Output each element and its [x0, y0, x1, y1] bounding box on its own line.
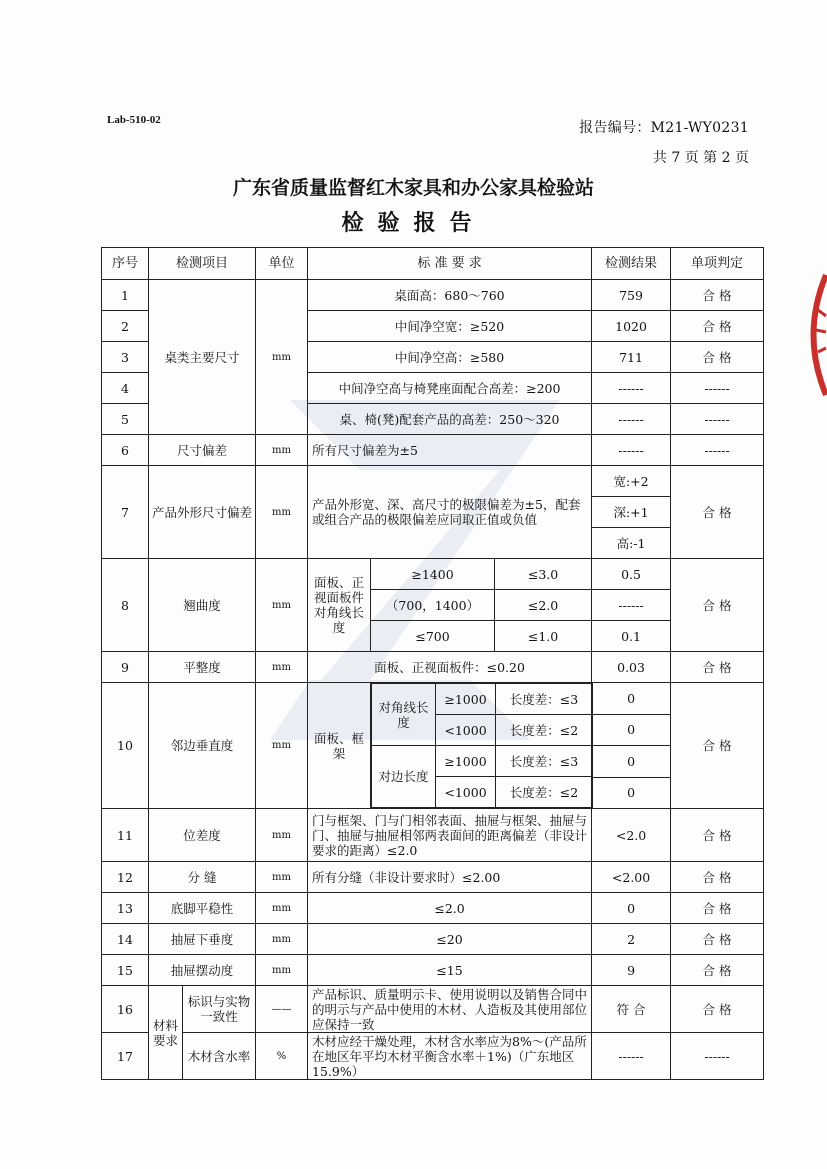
row-no: 2	[102, 311, 149, 342]
item-name: 邻边垂直度	[149, 683, 256, 809]
condition: ≥1000	[436, 746, 496, 777]
limit: 长度差：≤3	[496, 746, 593, 777]
verdict: 合 格	[671, 955, 764, 986]
result: ------	[592, 590, 671, 621]
col-item: 检测项目	[149, 248, 256, 280]
result: 深:+1	[592, 497, 671, 528]
item-name: 产品外形尺寸偏差	[149, 466, 256, 559]
verdict: 合 格	[671, 652, 764, 683]
condition: <1000	[436, 777, 496, 808]
result: 0	[592, 777, 671, 809]
limit: 长度差：≤2	[496, 777, 593, 808]
requirement: 产品标识、质量明示卡、使用说明以及销售合同中的明示与产品中使用的木材、人造板及其使用部位应保持一致	[308, 986, 592, 1033]
item-name: 尺寸偏差	[149, 435, 256, 466]
unit: mm	[256, 466, 308, 559]
result: ------	[592, 404, 671, 435]
result: 711	[592, 342, 671, 373]
result: 0.5	[592, 559, 671, 590]
result: 符 合	[592, 986, 671, 1033]
unit: mm	[256, 924, 308, 955]
table-row	[102, 893, 764, 924]
result: 0	[592, 893, 671, 924]
result: ------	[592, 435, 671, 466]
subgrid	[371, 683, 592, 809]
verdict: 合 格	[671, 342, 764, 373]
condition: ≥1400	[371, 559, 495, 590]
table-row	[102, 1033, 764, 1080]
row-no: 6	[102, 435, 149, 466]
requirement: 所有尺寸偏差为±5	[308, 435, 592, 466]
row-no: 9	[102, 652, 149, 683]
table-row	[102, 683, 764, 715]
item-name: 抽屉下垂度	[149, 924, 256, 955]
result: 0	[592, 746, 671, 778]
verdict: ------	[671, 373, 764, 404]
verdict: 合 格	[671, 311, 764, 342]
condition: （700，1400）	[371, 590, 495, 621]
inspection-table	[101, 247, 764, 1080]
result: 0	[592, 683, 671, 715]
unit: mm	[256, 955, 308, 986]
unit: ——	[256, 986, 308, 1033]
row-no: 17	[102, 1033, 149, 1080]
col-no: 序号	[102, 248, 149, 280]
page-info: 共 7 页 第 2 页	[652, 150, 749, 166]
table-row	[102, 986, 764, 1033]
requirement: 门与框架、门与门相邻表面、抽屉与框架、抽屉与门、抽屉与抽屉相邻两表面间的距离偏差（非设计要求的距离）≤2.0	[308, 809, 592, 862]
table-header	[102, 248, 764, 280]
requirement: 面板、正视面板件：≤0.20	[308, 652, 592, 683]
row-no: 7	[102, 466, 149, 559]
unit: mm	[256, 652, 308, 683]
result: 0	[592, 714, 671, 746]
requirement: ≤20	[308, 924, 592, 955]
requirement: 木材应经干燥处理，木材含水率应为8%～(产品所在地区年平均木材平衡含水率＋1%)（广东地区15.9%）	[308, 1033, 592, 1080]
verdict: 合 格	[671, 986, 764, 1033]
verdict: 合 格	[671, 809, 764, 862]
requirement: 桌、椅(凳)配套产品的高差：250～320	[308, 404, 592, 435]
result: <2.0	[592, 809, 671, 862]
col-verdict: 单项判定	[671, 248, 764, 280]
row-no: 13	[102, 893, 149, 924]
limit: 长度差：≤3	[496, 684, 593, 715]
verdict: 合 格	[671, 280, 764, 311]
unit: mm	[256, 683, 308, 809]
item-name: 木材含水率	[183, 1033, 256, 1080]
table-row	[102, 924, 764, 955]
verdict: 合 格	[671, 893, 764, 924]
unit: %	[256, 1033, 308, 1080]
lab-code: Lab-510-02	[107, 114, 161, 126]
condition: ≤700	[371, 621, 495, 652]
requirement: 中间净空宽：≥520	[308, 311, 592, 342]
result: 0.03	[592, 652, 671, 683]
item-name: 标识与实物一致性	[183, 986, 256, 1033]
requirement: 桌面高：680～760	[308, 280, 592, 311]
sub-item: 对角线长度	[372, 684, 436, 746]
unit: mm	[256, 435, 308, 466]
table-row	[102, 559, 764, 590]
table-row	[102, 652, 764, 683]
row-no: 1	[102, 280, 149, 311]
subgrid-table	[371, 683, 593, 808]
table-row	[102, 955, 764, 986]
requirement: ≤2.0	[308, 893, 592, 924]
unit: mm	[256, 280, 308, 435]
row-no: 16	[102, 986, 149, 1033]
item-name: 翘曲度	[149, 559, 256, 652]
verdict: 合 格	[671, 924, 764, 955]
table-row	[102, 862, 764, 893]
item-name: 平整度	[149, 652, 256, 683]
condition: ≥1000	[436, 684, 496, 715]
col-req: 标 准 要 求	[308, 248, 592, 280]
row-no: 5	[102, 404, 149, 435]
result: 宽:+2	[592, 466, 671, 497]
report-number: 报告编号：M21-WY0231	[579, 120, 749, 136]
unit: mm	[256, 559, 308, 652]
sub-item: 面板、正视面板件对角线长度	[308, 559, 371, 652]
result: 9	[592, 955, 671, 986]
limit: ≤3.0	[495, 559, 592, 590]
sub-item: 面板、框架	[308, 683, 371, 809]
limit: ≤1.0	[495, 621, 592, 652]
requirement: 中间净空高与椅凳座面配合高差：≥200	[308, 373, 592, 404]
row-no: 4	[102, 373, 149, 404]
unit: mm	[256, 809, 308, 862]
verdict: 合 格	[671, 559, 764, 652]
verdict: ------	[671, 404, 764, 435]
requirement: 产品外形宽、深、高尺寸的极限偏差为±5，配套或组合产品的极限偏差应同取正值或负值	[308, 466, 592, 559]
row-no: 12	[102, 862, 149, 893]
row-no: 15	[102, 955, 149, 986]
sub-item: 对边长度	[372, 746, 436, 808]
limit: 长度差：≤2	[496, 715, 593, 746]
row-no: 11	[102, 809, 149, 862]
row-no: 10	[102, 683, 149, 809]
condition: <1000	[436, 715, 496, 746]
verdict: 合 格	[671, 466, 764, 559]
item-name: 分 缝	[149, 862, 256, 893]
verdict: 合 格	[671, 683, 764, 809]
row-no: 8	[102, 559, 149, 652]
col-unit: 单位	[256, 248, 308, 280]
unit: mm	[256, 862, 308, 893]
verdict: ------	[671, 1033, 764, 1080]
item-name: 位差度	[149, 809, 256, 862]
verdict: ------	[671, 435, 764, 466]
organization-name: 广东省质量监督红木家具和办公家具检验站	[232, 177, 594, 199]
table-row	[102, 280, 764, 311]
result: 1020	[592, 311, 671, 342]
red-stamp-mark	[796, 270, 827, 400]
unit: mm	[256, 893, 308, 924]
result: 759	[592, 280, 671, 311]
result: ------	[592, 1033, 671, 1080]
result: <2.00	[592, 862, 671, 893]
result: ------	[592, 373, 671, 404]
table-row	[102, 435, 764, 466]
item-name: 底脚平稳性	[149, 893, 256, 924]
group-name: 材料要求	[149, 986, 183, 1080]
col-result: 检测结果	[592, 248, 671, 280]
limit: ≤2.0	[495, 590, 592, 621]
item-name: 抽屉摆动度	[149, 955, 256, 986]
item-name: 桌类主要尺寸	[149, 280, 256, 435]
row-no: 3	[102, 342, 149, 373]
requirement: 中间净空高：≥580	[308, 342, 592, 373]
verdict: 合 格	[671, 862, 764, 893]
requirement: 所有分缝（非设计要求时）≤2.00	[308, 862, 592, 893]
report-title: 检验报告	[341, 211, 486, 236]
requirement: ≤15	[308, 955, 592, 986]
result: 0.1	[592, 621, 671, 652]
table-row	[102, 466, 764, 497]
result: 2	[592, 924, 671, 955]
row-no: 14	[102, 924, 149, 955]
result: 高:-1	[592, 528, 671, 559]
table-row	[102, 809, 764, 862]
